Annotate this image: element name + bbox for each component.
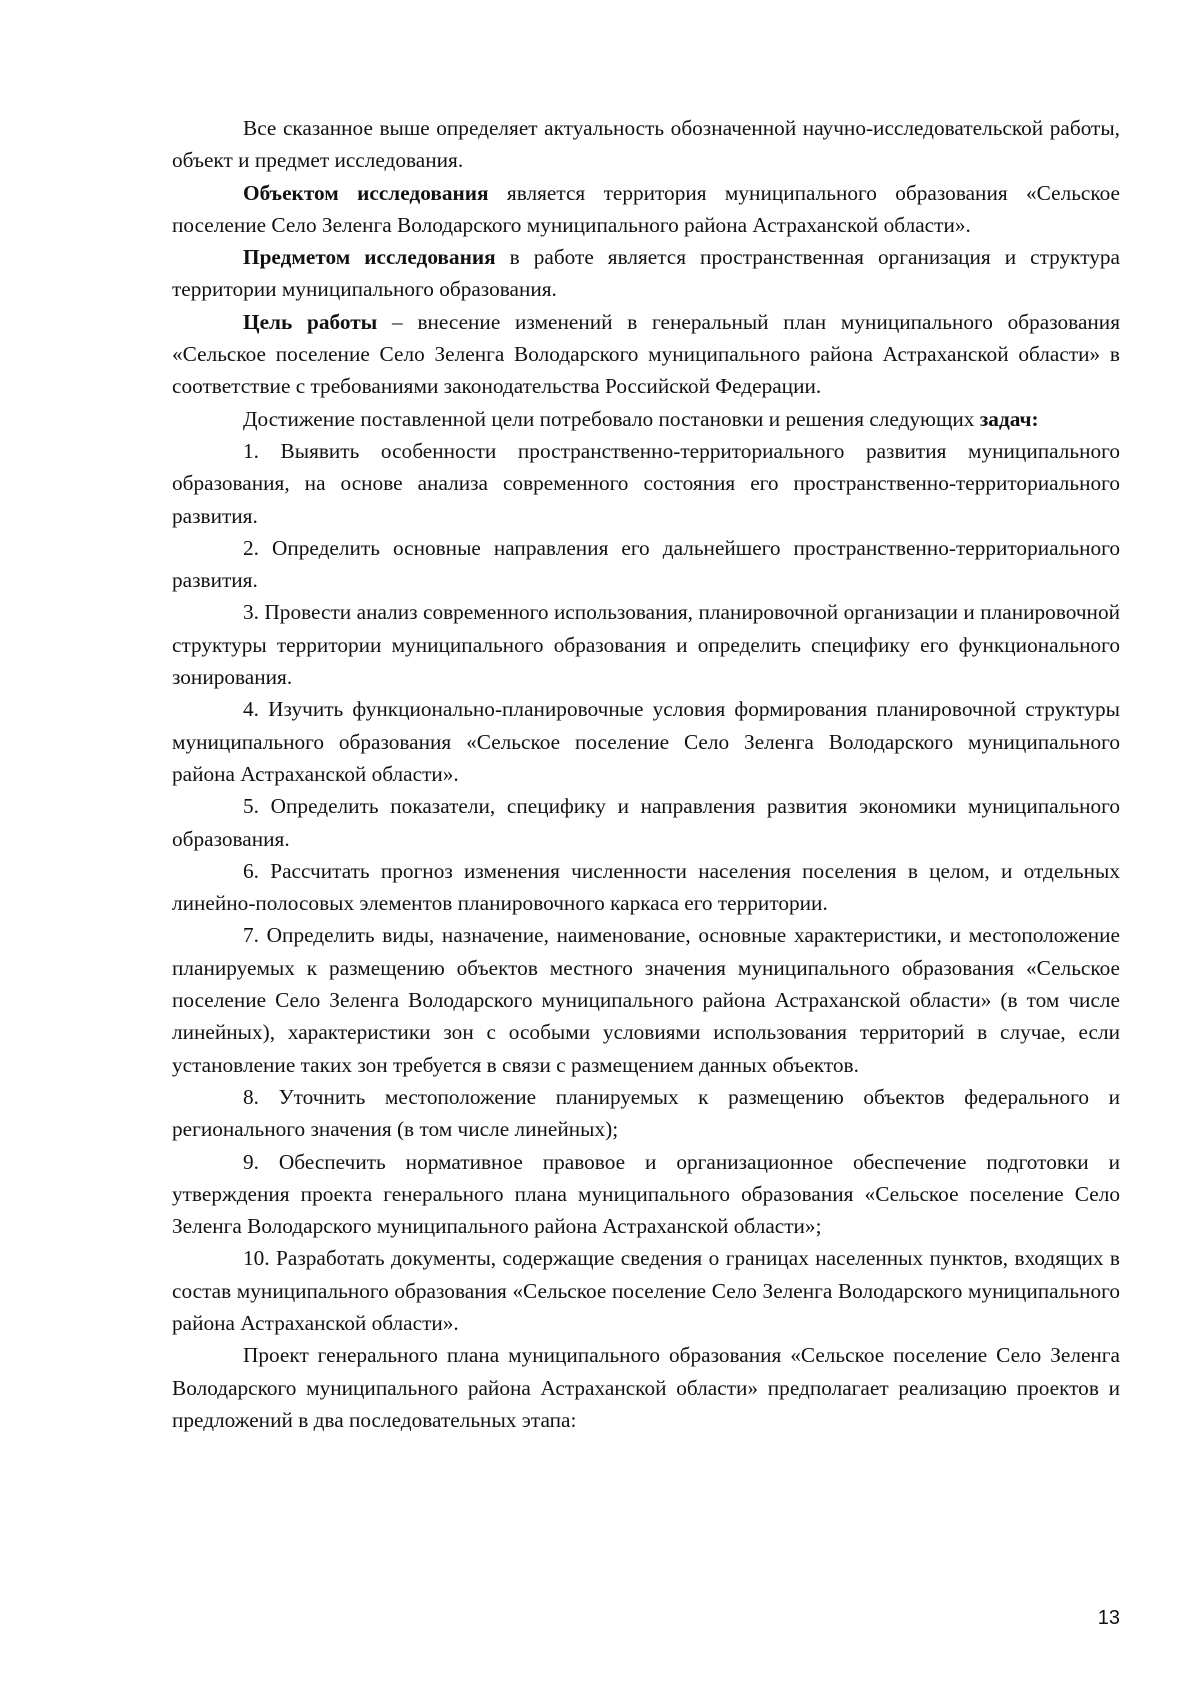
paragraph-tasks-intro bbox=[172, 403, 1120, 435]
bold-lead-term: Объектом исследования bbox=[243, 180, 489, 205]
paragraph-text: Все сказанное выше определяет актуальность обозначенной научно-исследовательской работы, объект и предмет исследования. bbox=[172, 116, 1120, 173]
paragraph-text: 2. Определить основные направления его дальнейшего пространственно-территориального развития. bbox=[172, 535, 1120, 593]
task-item-2 bbox=[172, 532, 1120, 597]
paragraph-text: 3. Провести анализ современного использования, планировочной организации и планировочной структуры территории муниципального образования и определить специфику его функционального зонирования. bbox=[172, 600, 1120, 690]
paragraph-work-goal bbox=[172, 306, 1120, 403]
paragraph-text: 8. Уточнить местоположение планируемых к размещению объектов федерального и регионального значения (в том числе линейных); bbox=[172, 1084, 1120, 1142]
paragraph-text: 10. Разработать документы, содержащие сведения о границах населенных пунктов, входящих в состав муниципального образования «Сельское поселение Село Зеленга Володарского муниципального района Астраханской области». bbox=[172, 1246, 1120, 1335]
paragraph-relevance bbox=[172, 112, 1120, 177]
paragraph-research-subject bbox=[172, 241, 1120, 306]
paragraph-project-stages bbox=[172, 1339, 1120, 1436]
task-item-4 bbox=[172, 693, 1120, 790]
bold-lead-term: Предметом исследования bbox=[243, 245, 496, 270]
paragraph-text: – внесение изменений в генеральный план муниципального образования «Сельское поселение Село Зеленга Володарского муниципального района Астраханской области» в соответствие с требованиями законодательства Российской Федерации. bbox=[172, 309, 1120, 399]
task-item-8 bbox=[172, 1081, 1120, 1146]
task-item-3 bbox=[172, 596, 1120, 693]
bold-trailing-term: задач: bbox=[979, 406, 1039, 431]
task-item-1 bbox=[172, 435, 1120, 532]
bold-lead-term: Цель работы bbox=[243, 309, 378, 334]
task-item-7 bbox=[172, 919, 1120, 1080]
paragraph-text: является территория муниципального образования «Сельское поселение Село Зеленга Володарского муниципального района Астраханской области». bbox=[172, 180, 1120, 237]
paragraph-text: Достижение поставленной цели потребовало постановки и решения следующих bbox=[243, 406, 980, 431]
task-item-5 bbox=[172, 790, 1120, 855]
task-item-6 bbox=[172, 855, 1120, 920]
paragraph-research-object bbox=[172, 177, 1120, 242]
body-text bbox=[172, 112, 1120, 1436]
paragraph-text: 6. Рассчитать прогноз изменения численности населения поселения в целом, и отдельных линейно-полосовых элементов планировочного каркаса его территории. bbox=[172, 858, 1120, 916]
paragraph-text: Проект генерального плана муниципального образования «Сельское поселение Село Зеленга Володарского муниципального района Астраханской области» предполагает реализацию проектов и предложений в два последовательных этапа: bbox=[172, 1343, 1120, 1432]
paragraph-text: 5. Определить показатели, специфику и направления развития экономики муниципального образования. bbox=[172, 794, 1120, 851]
paragraph-text: 4. Изучить функционально-планировочные условия формирования планировочной структуры муниципального образования «Сельское поселение Село Зеленга Володарского муниципального района Астраханской области». bbox=[172, 697, 1120, 786]
paragraph-text: 1. Выявить особенности пространственно-территориального развития муниципального образования, на основе анализа современного состояния его пространственно-территориального развития. bbox=[172, 438, 1120, 528]
page-number: 13 bbox=[1097, 1607, 1120, 1629]
task-item-9 bbox=[172, 1146, 1120, 1243]
paragraph-text: в работе является пространственная организация и структура территории муниципального образования. bbox=[172, 245, 1121, 302]
paragraph-text: 9. Обеспечить нормативное правовое и организационное обеспечение подготовки и утверждения проекта генерального плана муниципального образования «Сельское поселение Село Зеленга Володарского муниципального района Астраханской области»; bbox=[172, 1149, 1120, 1239]
task-item-10 bbox=[172, 1242, 1120, 1339]
paragraph-text: 7. Определить виды, назначение, наименование, основные характеристики, и местоположение планируемых к размещению объектов местного значения муниципального образования «Сельское поселение Село Зеленга Володарского муниципального района Астраханской области» (в том числе линейных), характеристики зон с особыми условиями использования территорий в случае, если установление таких зон требуется в связи с размещением данных объектов. bbox=[172, 923, 1120, 1077]
